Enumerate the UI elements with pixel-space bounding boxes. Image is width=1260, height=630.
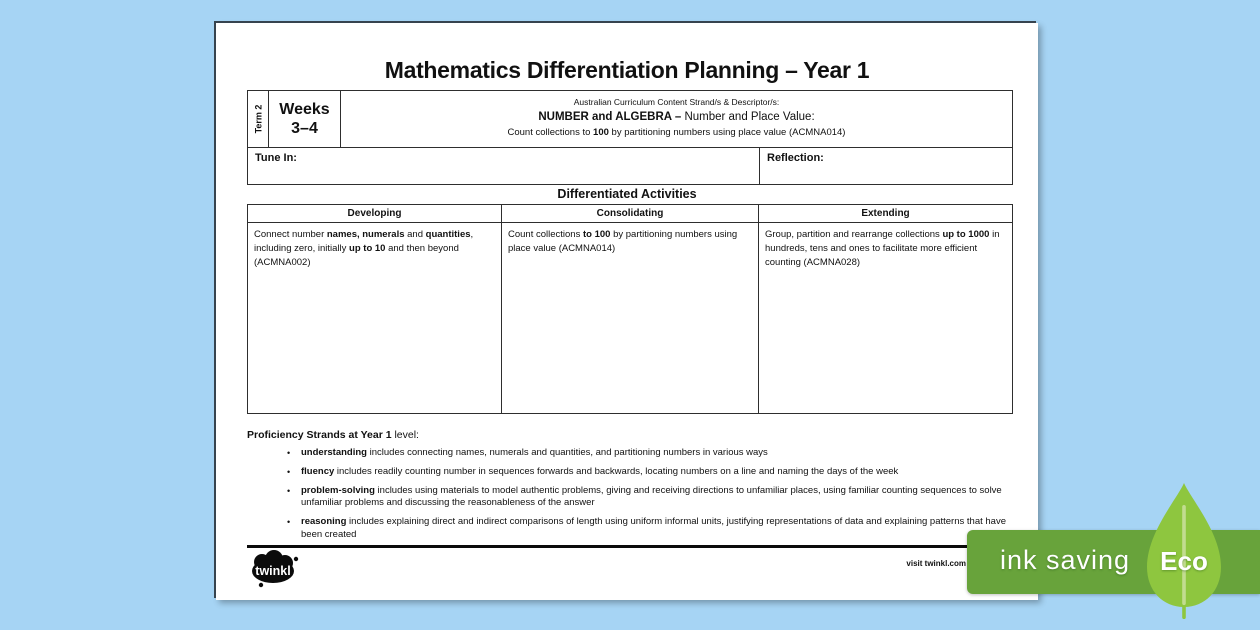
consolidating-cell[interactable]: Count collections to 100 by partitioning numbers using place value (ACMNA014): [501, 223, 758, 413]
eco-label: Eco: [1160, 546, 1208, 576]
activities-body-row: [248, 223, 1012, 413]
tune-in-reflection-row: [248, 148, 1012, 184]
proficiency-heading-bold: Proficiency Strands at Year 1: [247, 429, 392, 441]
strand-title-rest: Number and Place Value:: [681, 111, 815, 123]
bullet-text: fluency includes readily counting number in sequences forwards and backwards, locating numbers on a line and naming the days of the week: [301, 465, 899, 477]
differentiated-activities-table: [247, 204, 1013, 414]
proficiency-heading-rest: level:: [391, 429, 419, 441]
twinkl-cloud-icon: [248, 550, 302, 590]
bullet-text: reasoning includes explaining direct and indirect comparisons of length using uniform informal units, justifying representations of data and explaining patterns that have been created: [301, 516, 1006, 541]
strand-caption: Australian Curriculum Content Strand/s & Descriptor/s:: [573, 97, 780, 107]
svg-text:twinkl: twinkl: [255, 564, 291, 578]
list-item: [287, 516, 1013, 542]
weeks-cell: [268, 91, 340, 147]
developing-cell[interactable]: Connect number names, numerals and quantities, including zero, initially up to 10 and then beyond (ACMNA002): [254, 229, 474, 268]
activities-header-row: [248, 205, 1012, 223]
ink-saving-label: ink saving: [1000, 545, 1131, 575]
reflection-cell[interactable]: [759, 148, 1012, 184]
page-title: Mathematics Differentiation Planning – Year 1: [384, 57, 870, 83]
column-header-consolidating: Consolidating: [501, 205, 758, 222]
term-label: Term 2: [253, 104, 264, 134]
differentiated-activities-heading: Differentiated Activities: [557, 187, 697, 201]
tune-in-label: Tune In:: [255, 152, 297, 164]
visit-twinkl-link[interactable]: visit twinkl.com: [906, 559, 966, 568]
bullet-icon: •: [287, 485, 291, 496]
proficiency-bullet-list: [287, 447, 1013, 542]
list-item: [287, 485, 1013, 511]
weeks-label-line1: Weeks: [279, 100, 330, 118]
bullet-icon: •: [287, 517, 291, 528]
strand-title: [341, 111, 1012, 123]
list-item: [287, 447, 1013, 460]
proficiency-heading: [247, 429, 1013, 441]
footer-divider: [247, 545, 1013, 548]
term-cell: [248, 91, 268, 147]
strand-cell: [340, 91, 1012, 147]
column-header-extending: Extending: [758, 205, 1012, 222]
proficiency-strands-section: [247, 429, 1013, 548]
strand-descriptor: Count collections to 100 by partitioning numbers using place value (ACMNA014): [507, 127, 846, 138]
bullet-icon: •: [287, 466, 291, 477]
bullet-text: problem-solving includes using materials to model authentic problems, giving and receiving directions to unfamiliar places, using familiar counting sequences to solve unfamiliar problems and discussing the reasonableness of the answer: [301, 484, 1002, 509]
column-header-developing: Developing: [347, 208, 402, 219]
extending-cell[interactable]: Group, partition and rearrange collections up to 1000 in hundreds, tens and ones to facilitate more efficient counting (ACMNA028): [758, 223, 1012, 413]
bullet-icon: •: [287, 448, 291, 458]
reflection-label: Reflection:: [767, 152, 824, 164]
bullet-text: understanding includes connecting names, numerals and quantities, and partitioning numbers in various ways: [301, 447, 768, 458]
curriculum-header-row: [248, 91, 1012, 148]
worksheet-page: [216, 23, 1038, 600]
strand-title-bold: NUMBER and ALGEBRA –: [538, 111, 682, 123]
list-item: [287, 466, 1013, 479]
twinkl-logo: [248, 550, 302, 595]
tune-in-cell[interactable]: [248, 148, 759, 184]
weeks-label-line2: 3–4: [291, 120, 318, 137]
curriculum-header-table: [247, 90, 1013, 185]
